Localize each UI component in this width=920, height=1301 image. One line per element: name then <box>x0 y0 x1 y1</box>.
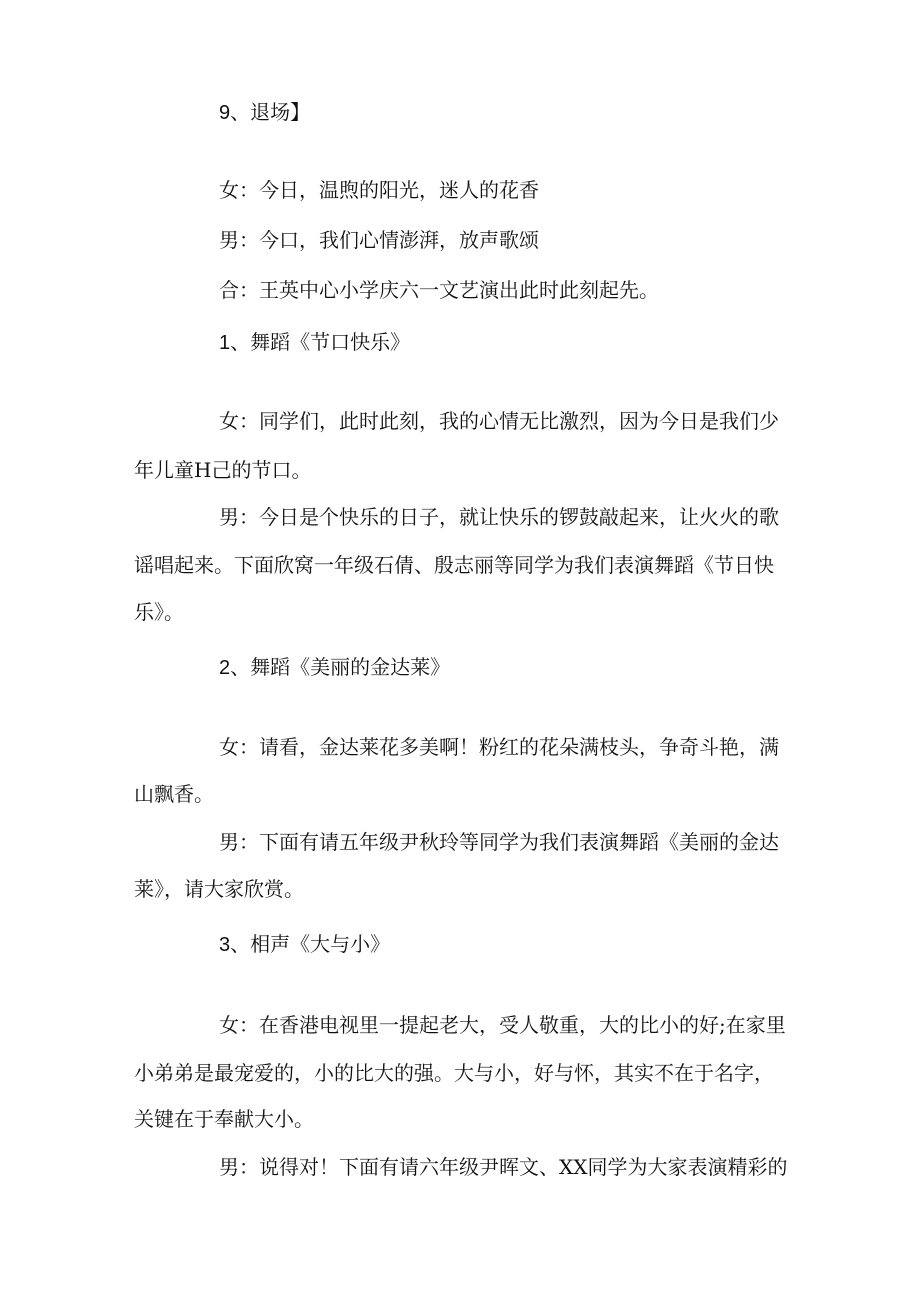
dialogue-line-continued: 乐》。 <box>134 600 184 624</box>
dialogue-line-continued: 关键在于奉献大小。 <box>134 1107 314 1131</box>
dialogue-line: 男：今口，我们心情澎湃，放声歌颂 <box>219 228 539 252</box>
dialogue-line: 男：今日是个快乐的日子，就让快乐的锣鼓敲起来，让火火的歌 <box>219 505 779 529</box>
dialogue-line-continued: 莱》，请大家欣赏。 <box>134 877 304 901</box>
dialogue-line-continued: 年儿童H己的节口。 <box>134 458 312 482</box>
dialogue-line: 女：请看，金达莱花多美啊！粉红的花朵满枝头，争奇斗艳，满 <box>219 735 779 759</box>
dialogue-line: 女：同学们，此时此刻，我的心情无比激烈，因为今日是我们少 <box>219 409 779 433</box>
dialogue-line: 合：王英中心小学庆六一文艺演出此时此刻起先。 <box>219 278 659 302</box>
section-heading-exit: 9、退场】 <box>219 102 311 124</box>
section-heading-crosstalk-3: 3、相声《大与小》 <box>219 934 391 956</box>
dialogue-line: 女：在香港电视里一提起老大，受人敬重，大的比小的好;在家里 <box>219 1013 786 1037</box>
dialogue-line-continued: 谣唱起来。下面欣窝一年级石倩、殷志丽等同学为我们表演舞蹈《节日快 <box>134 553 774 577</box>
dialogue-line: 女：今日，温煦的阳光，迷人的花香 <box>219 178 539 202</box>
dialogue-line-continued: 小弟弟是最宠爱的，小的比大的强。大与小，好与怀，其实不在于名字， <box>134 1061 774 1085</box>
section-heading-dance-1: 1、舞蹈《节口快乐》 <box>219 332 411 354</box>
dialogue-line: 男：下面有请五年级尹秋玲等同学为我们表演舞蹈《美丽的金达 <box>219 830 779 854</box>
dialogue-line: 男：说得对！下面有请六年级尹晖文、XX同学为大家表演精彩的 <box>219 1155 788 1179</box>
dialogue-line-continued: 山飘香。 <box>134 782 214 806</box>
section-heading-dance-2: 2、舞蹈《美丽的金达莱》 <box>219 657 451 679</box>
